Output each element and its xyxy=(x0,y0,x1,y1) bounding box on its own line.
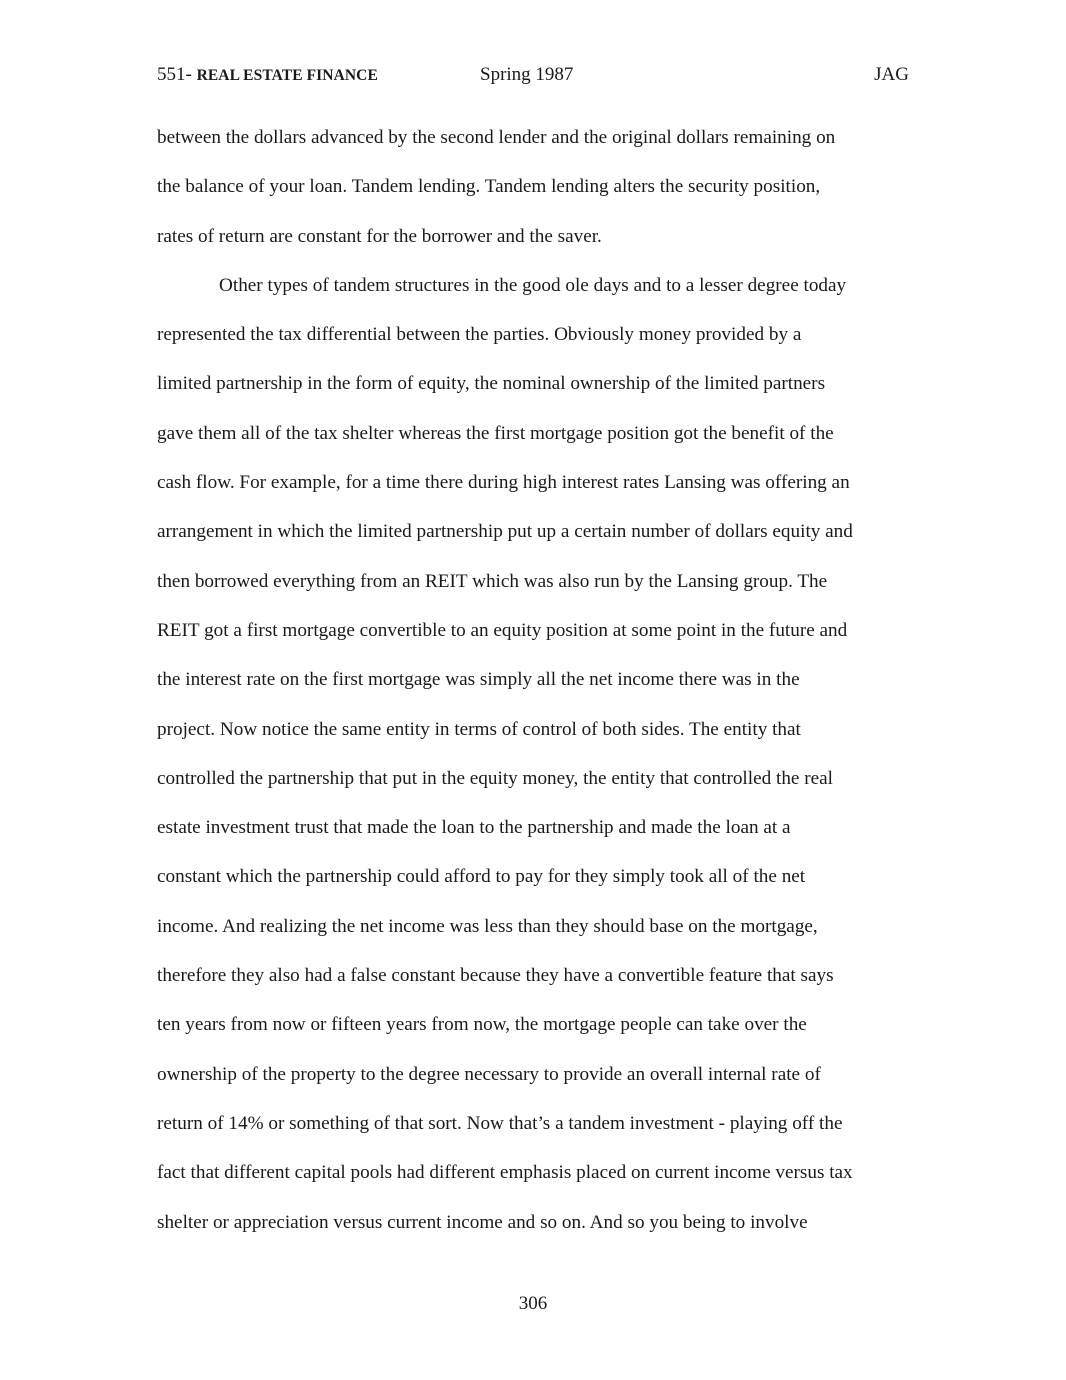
text-line: represented the tax differential between the parties. Obviously money provided by a xyxy=(157,324,802,346)
course-number: 551- xyxy=(157,64,197,85)
text-line: ten years from now or fifteen years from now, the mortgage people can take over the xyxy=(157,1014,807,1036)
text-line: limited partnership in the form of equity, the nominal ownership of the limited partners xyxy=(157,373,826,395)
text-line: cash flow. For example, for a time there during high interest rates Lansing was offering an xyxy=(157,472,850,494)
text-line: ownership of the property to the degree necessary to provide an overall internal rate of xyxy=(157,1063,821,1085)
course-heading xyxy=(157,64,378,86)
page-header xyxy=(157,64,909,90)
text-line: gave them all of the tax shelter whereas the first mortgage position got the benefit of the xyxy=(157,422,834,444)
text-line: rates of return are constant for the borrower and the saver. xyxy=(157,225,602,247)
page-number: 306 xyxy=(518,1293,548,1314)
paragraph-first-line: Other types of tandem structures in the good ole days and to a lesser degree today xyxy=(219,274,847,296)
text-line: fact that different capital pools had different emphasis placed on current income versus tax xyxy=(157,1162,853,1184)
text-line: the balance of your loan. Tandem lending. Tandem lending alters the security position, xyxy=(157,176,821,198)
text-line: arrangement in which the limited partnership put up a certain number of dollars equity and xyxy=(157,521,853,543)
text-line: income. And realizing the net income was less than they should base on the mortgage, xyxy=(157,915,818,937)
text-line: then borrowed everything from an REIT which was also run by the Lansing group. The xyxy=(157,570,828,592)
text-line: return of 14% or something of that sort. Now that’s a tandem investment - playing off the xyxy=(157,1112,843,1134)
text-line: the interest rate on the first mortgage was simply all the net income there was in the xyxy=(157,669,800,691)
text-line: controlled the partnership that put in the equity money, the entity that controlled the real xyxy=(157,767,833,789)
text-line: constant which the partnership could afford to pay for they simply took all of the net xyxy=(157,866,806,888)
course-title: REAL ESTATE FINANCE xyxy=(196,67,378,84)
document-body xyxy=(157,125,917,1259)
text-line: project. Now notice the same entity in terms of control of both sides. The entity that xyxy=(157,718,801,740)
text-line: shelter or appreciation versus current income and so on. And so you being to involve xyxy=(157,1211,808,1233)
author-initials: JAG xyxy=(874,64,909,85)
text-line: REIT got a first mortgage convertible to an equity position at some point in the future and xyxy=(157,619,848,641)
text-line: estate investment trust that made the loan to the partnership and made the loan at a xyxy=(157,817,791,839)
term-label: Spring 1987 xyxy=(480,64,574,85)
text-line: between the dollars advanced by the second lender and the original dollars remaining on xyxy=(157,127,836,148)
text-line: therefore they also had a false constant because they have a convertible feature that says xyxy=(157,965,834,987)
